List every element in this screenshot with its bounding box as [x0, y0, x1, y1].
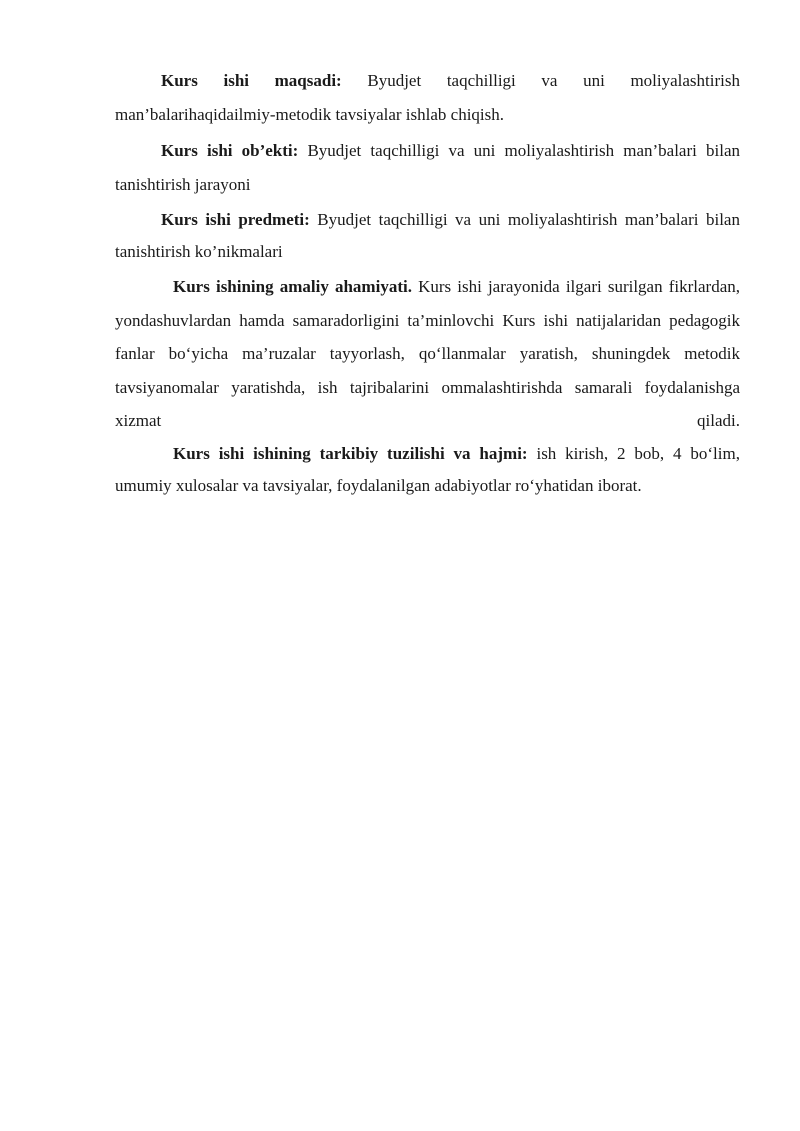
- subject-text: Byudjet taqchilligi va uni moliyalashtirish man’balari bilan tanishtirish ko’nikmalari: [115, 210, 740, 261]
- object-text: Byudjet taqchilligi va uni moliyalashtirish man’balari bilan tanishtirish jarayoni: [115, 141, 740, 194]
- structure-label: Kurs ishi ishining tarkibiy tuzilishi va hajmi:: [173, 443, 528, 463]
- goal-text: Byudjet taqchilligi va uni moliyalashtirish man’balarihaqidailmiy-metodik tavsiyalar ishlab chiqish.: [115, 71, 740, 124]
- practical-significance-label: Kurs ishining amaliy ahamiyati.: [173, 277, 412, 296]
- paragraph-practical-significance: [115, 270, 740, 438]
- paragraph-subject: [115, 204, 740, 268]
- subject-label: Kurs ishi predmeti:: [161, 210, 310, 229]
- goal-label: Kurs ishi maqsadi:: [161, 71, 342, 90]
- paragraph-structure: [115, 438, 740, 502]
- document-body: [115, 64, 740, 502]
- paragraph-object: [115, 134, 740, 202]
- paragraph-goal: [115, 64, 740, 132]
- object-label: Kurs ishi ob’ekti:: [161, 141, 299, 160]
- structure-text: ish kirish, 2 bob, 4 bo‘lim, umumiy xulosalar va tavsiyalar, foydalanilgan adabiyotlar ro‘yhatidan iborat.: [115, 443, 740, 495]
- practical-significance-text: Kurs ishi jarayonida ilgari surilgan fikrlardan, yondashuvlardan hamda samaradorligini ta’minlovchi Kurs ishi natijalaridan pedagogik fanlar bo‘yicha ma’ruzalar tayyorlash, qo‘llanmalar yaratish, shuningdek metodik tavsiyanomalar yaratishda, ish tajribalarini ommalashtirishda samarali foydalanishga xizmat qiladi.: [115, 277, 741, 430]
